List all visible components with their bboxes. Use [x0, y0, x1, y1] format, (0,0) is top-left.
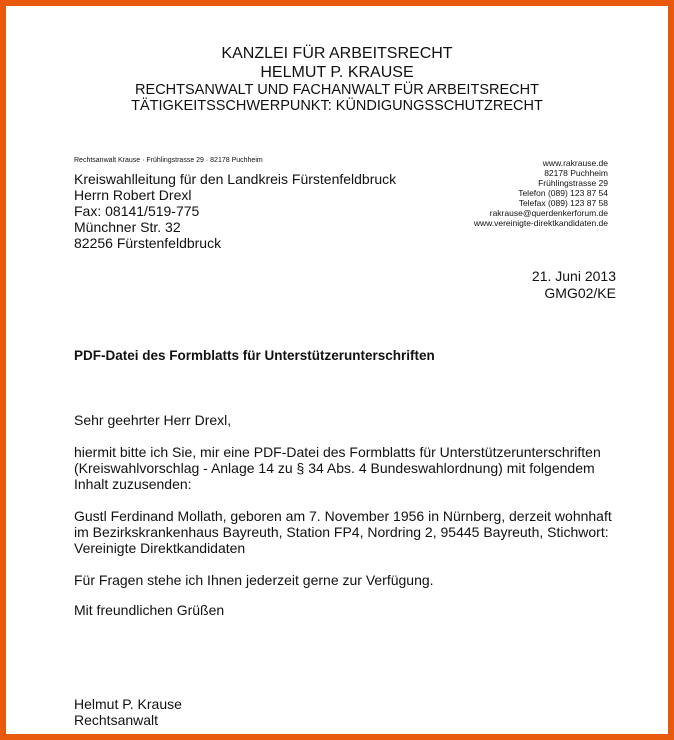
contact-street: Frühlingstrasse 29 [538, 178, 608, 188]
recipient-address [74, 171, 396, 251]
paragraph-questions: Für Fragen stehe ich Ihnen jederzeit gerne zur Verfügung. [74, 572, 434, 588]
paragraph-line: (Kreiswahlvorschlag - Anlage 14 zu § 34 Abs. 4 Bundeswahlordnung) mit folgendem [74, 460, 595, 476]
sender-return-address: Rechtsanwalt Krause · Frühlingstrasse 29 · 82178 Puchheim [74, 157, 263, 164]
signature-title: Rechtsanwalt [74, 712, 159, 728]
sender-contact-block [474, 158, 608, 228]
closing: Mit freundlichen Grüßen [74, 602, 225, 618]
paragraph-line: im Bezirkskrankenhaus Bayreuth, Station FP4, Nordring 2, 95445 Bayreuth, Stichwort: [74, 524, 609, 540]
letter-reference: GMG02/KE [544, 285, 616, 301]
contact-city: 82178 Puchheim [544, 168, 608, 178]
recipient-org: Kreiswahlleitung für den Landkreis Fürstenfeldbruck [74, 171, 397, 187]
recipient-name: Herrn Robert Drexl [74, 187, 192, 203]
paragraph-request [74, 444, 634, 492]
signature-block [74, 696, 182, 728]
recipient-fax: Fax: 08141/519-775 [74, 203, 200, 219]
contact-email: rakrause@querdenkerforum.de [489, 208, 608, 218]
paragraph-line: hiermit bitte ich Sie, mir eine PDF-Datei des Formblatts für Unterstützerunterschriften [74, 444, 601, 460]
date-reference-block [532, 268, 616, 302]
paragraph-line: Gustl Ferdinand Mollath, geboren am 7. November 1956 in Nürnberg, derzeit wohnhaft [74, 508, 612, 524]
contact-telefax: Telefax (089) 123 87 58 [518, 198, 608, 208]
letterhead-name: HELMUT P. KRAUSE [260, 64, 414, 81]
letter-page [6, 6, 668, 734]
paragraph-line: Vereinigte Direktkandidaten [74, 540, 246, 556]
contact-website-2: www.vereinigte-direktkandidaten.de [473, 218, 608, 228]
letterhead-title: RECHTSANWALT UND FACHANWALT FÜR ARBEITSRECHT [135, 82, 539, 98]
signature-name: Helmut P. Krause [74, 696, 182, 712]
letter-body [74, 412, 634, 618]
recipient-city: 82256 Fürstenfeldbruck [74, 235, 222, 251]
contact-website: www.rakrause.de [542, 158, 608, 168]
letterhead [6, 44, 668, 114]
contact-telefon: Telefon (089) 123 87 54 [518, 188, 608, 198]
paragraph-line: Inhalt zuzusenden: [74, 476, 192, 492]
letter-date: 21. Juni 2013 [531, 268, 616, 284]
letter-subject: PDF-Datei des Formblatts für Unterstützerunterschriften [74, 348, 435, 363]
salutation: Sehr geehrter Herr Drexl, [74, 412, 232, 428]
letterhead-firm: KANZLEI FÜR ARBEITSRECHT [221, 45, 453, 62]
letterhead-focus: TÄTIGKEITSSCHWERPUNKT: KÜNDIGUNGSSCHUTZRECHT [131, 98, 543, 114]
recipient-street: Münchner Str. 32 [74, 219, 181, 235]
paragraph-candidate [74, 508, 634, 556]
